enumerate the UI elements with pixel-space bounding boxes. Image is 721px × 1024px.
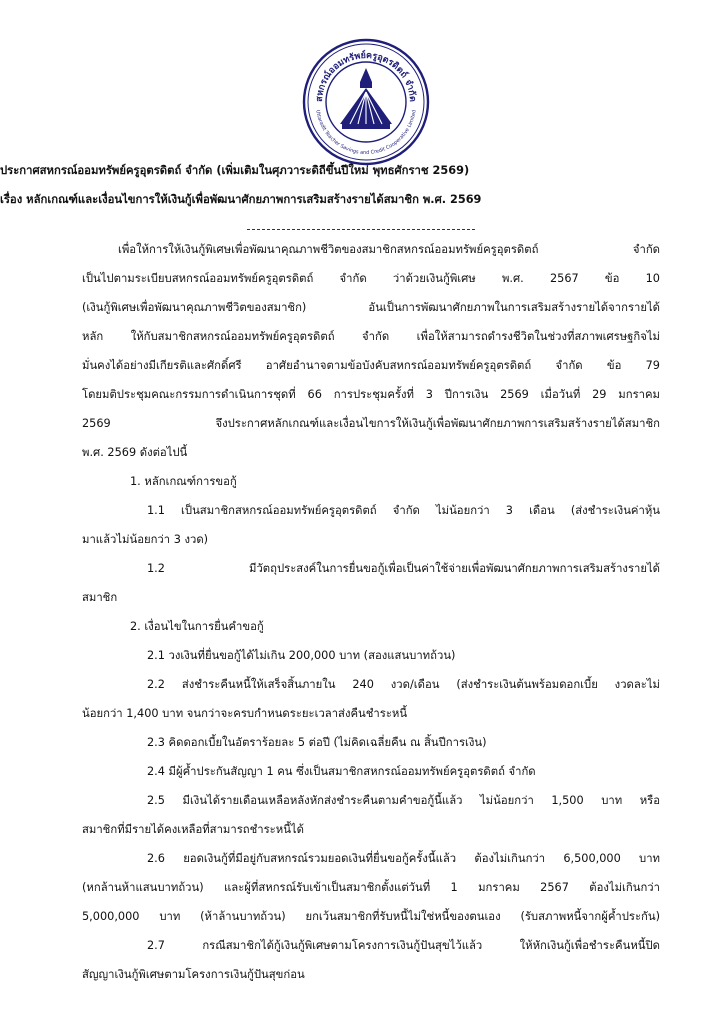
section-heading: 1. หลักเกณฑ์การขอกู้: [130, 475, 237, 488]
intro-line: โดยมติประชุมคณะกรรมการดำเนินการชุดที่ 66 การประชุมครั้งที่ 3 ปีการเงิน 2569 เมื่อวันที่ 29 มกราคม: [82, 388, 660, 401]
intro-line: หลัก ให้กับสมาชิกสหกรณ์ออมทรัพย์ครูอุตรดิตถ์ จำกัด เพื่อให้สามารถดำรงชีวิตในช่วงที่สภาพเศรษฐกิจไม่: [82, 330, 660, 343]
dashed-divider: [247, 229, 475, 230]
intro-line: 2569 จึงประกาศหลักเกณฑ์และเงื่อนไขการให้เงินกู้เพื่อพัฒนาศักยภาพการเสริมสร้างรายได้สมาชิก: [82, 417, 660, 430]
clause-1-1-cont: มาแล้วไม่น้อยกว่า 3 งวด): [82, 533, 209, 546]
clause-1-2-cont: สมาชิก: [82, 591, 118, 604]
clause-1-1: 1.1 เป็นสมาชิกสหกรณ์ออมทรัพย์ครูอุตรดิตถ์ จำกัด ไม่น้อยกว่า 3 เดือน (ส่งชำระเงินค่าหุ้น: [147, 504, 660, 517]
intro-line: พ.ศ. 2569 ดังต่อไปนี้: [82, 446, 188, 459]
cooperative-seal-logo: [302, 38, 430, 166]
clause-2-2-cont: น้อยกว่า 1,400 บาท จนกว่าจะครบกำหนดระยะเวลาส่งคืนชำระหนี้: [82, 707, 408, 720]
intro-line: เป็นไปตามระเบียบสหกรณ์ออมทรัพย์ครูอุตรดิตถ์ จำกัด ว่าด้วยเงินกู้พิเศษ พ.ศ. 2567 ข้อ 10: [82, 272, 660, 285]
announcement-title: ประกาศสหกรณ์ออมทรัพย์ครูอุตรดิตถ์ จำกัด (เพิ่มเติมในศุภวาระดิถีขึ้นปีใหม่ พุทธศักราช 2569): [0, 164, 470, 177]
clause-2-7: 2.7 กรณีสมาชิกได้กู้เงินกู้พิเศษตามโครงการเงินกู้ปันสุขไว้แล้ว ให้หักเงินกู้เพื่อชำระคืนหนี้ปิด: [147, 939, 660, 952]
clause-2-1: 2.1 วงเงินที่ยื่นขอกู้ได้ไม่เกิน 200,000 บาท (สองแสนบาทถ้วน): [147, 649, 456, 662]
clause-2-5: 2.5 มีเงินได้รายเดือนเหลือหลังหักส่งชำระคืนตามคำขอกู้นี้แล้ว ไม่น้อยกว่า 1,500 บาท หรือ: [147, 794, 660, 807]
intro-line: (เงินกู้พิเศษเพื่อพัฒนาคุณภาพชีวิตของสมาชิก) อันเป็นการพัฒนาศักยภาพในการเสริมสร้างรายได้จากรายได้: [82, 301, 660, 314]
announcement-subject: เรื่อง หลักเกณฑ์และเงื่อนไขการให้เงินกู้เพื่อพัฒนาศักยภาพการเสริมสร้างรายได้สมาชิก พ.ศ. 2569: [0, 193, 482, 206]
clause-2-6-cont: (หกล้านห้าแสนบาทถ้วน) และผู้ที่สหกรณ์รับเข้าเป็นสมาชิกตั้งแต่วันที่ 1 มกราคม 2567 ต้องไม่เกินกว่า: [82, 881, 660, 894]
clause-2-7-cont: สัญญาเงินกู้พิเศษตามโครงการเงินกู้ปันสุขก่อน: [82, 968, 305, 981]
svg-text:Uttaradit Teacher Savings and: Uttaradit Teacher Savings and Credit Cooperative Limited: [314, 109, 418, 157]
clause-2-3: 2.3 คิดดอกเบี้ยในอัตราร้อยละ 5 ต่อปี (ไม่คิดเฉลี่ยคืน ณ สิ้นปีการเงิน): [147, 736, 487, 749]
svg-text:สหกรณ์ออมทรัพย์ครูอุตรดิตถ์ จำ: สหกรณ์ออมทรัพย์ครูอุตรดิตถ์ จำกัด: [314, 50, 418, 103]
clause-2-6-cont: 5,000,000 บาท (ห้าล้านบาทถ้วน) ยกเว้นสมาชิกที่รับหนี้ไม่ใช่หนี้ของตนเอง (รับสภาพหนี้จากผู้ค้ำประกัน): [82, 910, 660, 923]
clause-2-6: 2.6 ยอดเงินกู้ที่มีอยู่กับสหกรณ์รวมยอดเงินที่ยื่นขอกู้ครั้งนี้แล้ว ต้องไม่เกินกว่า 6,500,000 บาท: [147, 852, 660, 865]
clause-2-5-cont: สมาชิกที่มีรายได้คงเหลือที่สามารถชำระหนี้ได้: [82, 823, 304, 836]
intro-line: มั่นคงได้อย่างมีเกียรติและศักดิ์ศรี อาศัยอำนาจตามข้อบังคับสหกรณ์ออมทรัพย์ครูอุตรดิตถ์ จำกัด ข้อ 79: [82, 359, 660, 372]
clause-2-2: 2.2 ส่งชำระคืนหนี้ให้เสร็จสิ้นภายใน 240 งวด/เดือน (ส่งชำระเงินต้นพร้อมดอกเบี้ย งวดละไม่: [147, 678, 660, 691]
clause-2-4: 2.4 มีผู้ค้ำประกันสัญญา 1 คน ซึ่งเป็นสมาชิกสหกรณ์ออมทรัพย์ครูอุตรดิตถ์ จำกัด: [147, 765, 536, 778]
intro-line: เพื่อให้การให้เงินกู้พิเศษเพื่อพัฒนาคุณภาพชีวิตของสมาชิกสหกรณ์ออมทรัพย์ครูอุตรดิตถ์ จำกัด: [118, 243, 660, 256]
section-heading: 2. เงื่อนไขในการยื่นคำขอกู้: [130, 620, 264, 633]
clause-1-2: 1.2 มีวัตถุประสงค์ในการยื่นขอกู้เพื่อเป็นค่าใช้จ่ายเพื่อพัฒนาศักยภาพการเสริมสร้างรายได้: [147, 562, 660, 575]
